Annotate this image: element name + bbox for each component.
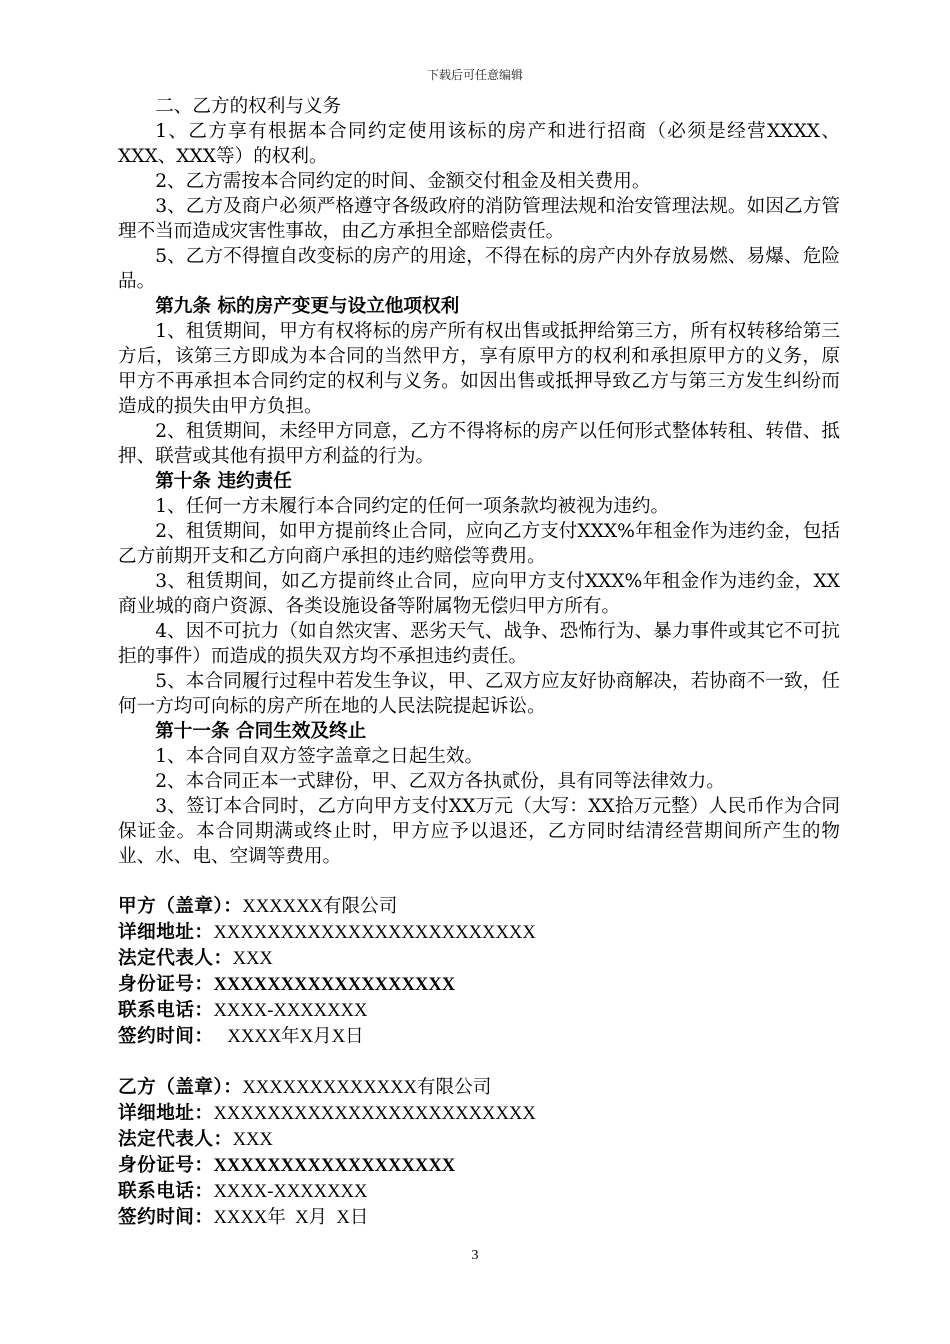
clause-paragraph: 3、乙方及商户必须严格遵守各级政府的消防管理法规和治安管理法规。如因乙方管理不当而造成灾害性事故，由乙方承担全部赔偿责任。 [118,196,840,242]
party-b-address: XXXXXXXXXXXXXXXXXXXXXXXX [213,1103,536,1124]
party-a-address-label: 详细地址： [118,922,214,943]
party-b-id-line [118,1153,840,1179]
party-a-id: XXXXXXXXXXXXXXXXXX [213,974,456,995]
clause-paragraph: 2、乙方需按本合同约定的时间、金额交付租金及相关费用。 [155,171,651,192]
clause-paragraph: 3、租赁期间，如乙方提前终止合同，应向甲方支付XXX%年租金作为违约金，XX商业城的商户资源、各类设施设备等附属物无偿归甲方所有。 [118,571,840,617]
party-b-name-label: 乙方（盖章）： [118,1077,243,1098]
party-a-address: XXXXXXXXXXXXXXXXXXXXXXXX [213,922,536,943]
party-b-date-line [118,1205,840,1231]
party-b-phone-line [118,1179,840,1205]
party-a-address-line [118,920,840,946]
party-b-date-label: 签约时间： [118,1207,214,1228]
party-b-rep-line [118,1127,840,1153]
party-a-rep: XXX [232,948,273,969]
party-b-signature-block [118,1075,840,1231]
party-b-rep: XXX [232,1129,273,1150]
section-heading: 第九条 标的房产变更与设立他项权利 [155,296,460,317]
party-a-name-label: 甲方（盖章）： [118,896,243,917]
section-heading: 二、乙方的权利与义务 [155,96,342,117]
party-a-date: XXXX年X月X日 [213,1026,364,1047]
party-b-phone: XXXX-XXXXXXX [213,1181,368,1202]
clause-paragraph: 2、租赁期间，如甲方提前终止合同，应向乙方支付XXX%年租金作为违约金，包括乙方前期开支和乙方向商户承担的违约赔偿等费用。 [118,521,840,567]
party-b-date: XXXX年 X月 X日 [213,1207,369,1228]
party-a-id-label: 身份证号： [118,974,214,995]
party-a-name: XXXXXX有限公司 [242,896,398,917]
party-a-phone: XXXX-XXXXXXX [213,1000,368,1021]
party-b-name-line [118,1075,840,1101]
party-b-address-line [118,1101,840,1127]
party-a-signature-block [118,894,840,1050]
party-a-name-line [118,894,840,920]
party-b-id: XXXXXXXXXXXXXXXXXX [213,1155,456,1176]
party-b-id-label: 身份证号： [118,1155,214,1176]
party-a-rep-label: 法定代表人： [118,948,233,969]
party-a-date-label: 签约时间： [118,1026,214,1047]
clause-paragraph: 1、本合同自双方签字盖章之日起生效。 [155,746,484,767]
clause-paragraph: 2、本合同正本一式肆份，甲、乙双方各执贰份，具有同等法律效力。 [155,771,725,792]
party-a-rep-line [118,946,840,972]
clause-paragraph: 3、签订本合同时，乙方向甲方支付XX万元（大写：XX拾万元整）人民币作为合同保证金。本合同期满或终止时，甲方应予以退还，乙方同时结清经营期间所产生的物业、水、电、空调等费用。 [118,796,840,867]
party-a-date-line [118,1024,840,1050]
clause-paragraph: 2、租赁期间，未经甲方同意，乙方不得将标的房产以任何形式整体转租、转借、抵押、联营或其他有损甲方利益的行为。 [118,421,840,467]
spacer [118,869,840,894]
clause-paragraph: 1、任何一方未履行本合同约定的任何一项条款均被视为违约。 [155,496,670,517]
section-heading: 第十条 违约责任 [155,471,292,492]
party-a-phone-label: 联系电话： [118,1000,214,1021]
section-heading: 第十一条 合同生效及终止 [155,721,367,742]
party-a-id-line [118,972,840,998]
clause-paragraph: 1、乙方享有根据本合同约定使用该标的房产和进行招商（必须是经营XXXX、XXX、XXX等）的权利。 [118,121,840,167]
party-b-phone-label: 联系电话： [118,1181,214,1202]
page-header: 下载后可任意编辑 [426,68,523,82]
page-number: 3 [471,1248,479,1263]
clause-paragraph: 5、本合同履行过程中若发生争议，甲、乙双方应友好协商解决，若协商不一致，任何一方均可向标的房产所在地的人民法院提起诉讼。 [118,671,840,717]
party-a-phone-line [118,998,840,1024]
clause-paragraph: 1、租赁期间，甲方有权将标的房产所有权出售或抵押给第三方，所有权转移给第三方后，该第三方即成为本合同的当然甲方，享有原甲方的权利和承担原甲方的义务，原甲方不再承担本合同约定的权利与义务。如因出售或抵押导致乙方与第三方发生纠纷而造成的损失由甲方负担。 [118,321,840,417]
party-b-address-label: 详细地址： [118,1103,214,1124]
party-b-name: XXXXXXXXXXXXX有限公司 [242,1077,492,1098]
clause-paragraph: 4、因不可抗力（如自然灾害、恶劣天气、战争、恐怖行为、暴力事件或其它不可抗拒的事件）而造成的损失双方均不承担违约责任。 [118,621,840,667]
clause-paragraph: 5、乙方不得擅自改变标的房产的用途，不得在标的房产内外存放易燃、易爆、危险品。 [118,246,840,292]
party-b-rep-label: 法定代表人： [118,1129,233,1150]
document-body [118,94,840,1231]
spacer [118,1050,840,1075]
